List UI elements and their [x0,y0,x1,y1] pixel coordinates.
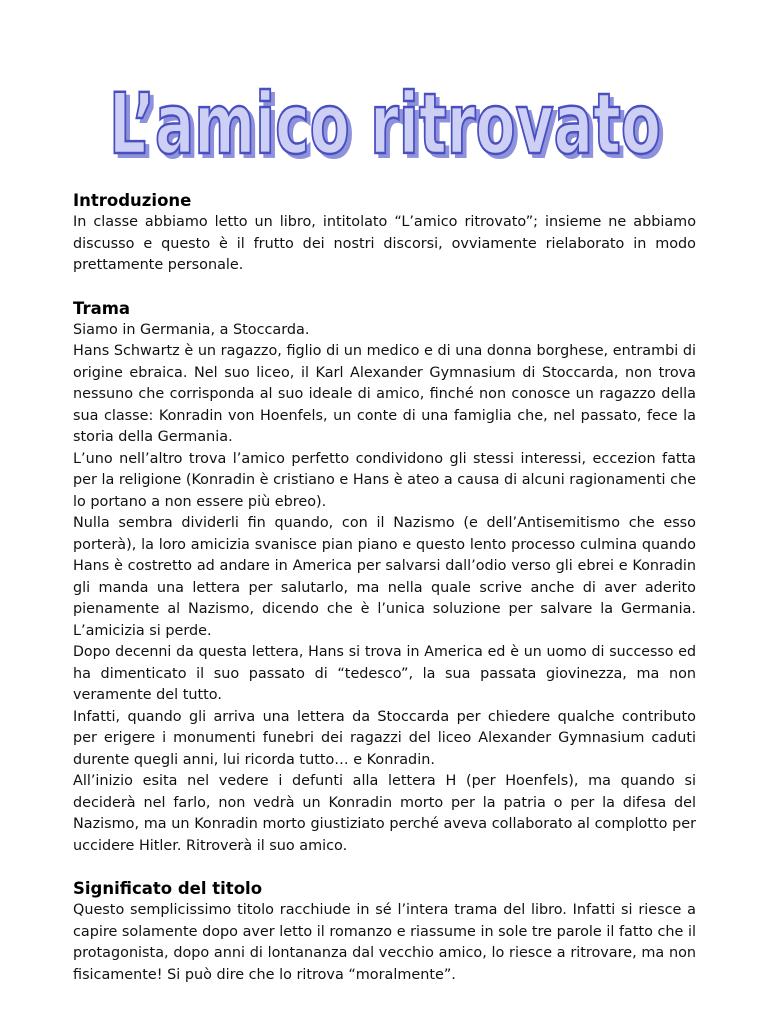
text-line: L’uno nell’altro trova l’amico perfetto condividono gli stessi interessi, eccezion fatta [73,450,696,467]
paragraph [73,513,696,642]
text-line: Dopo decenni da questa lettera, Hans si trova in America ed è un uomo di successo ed [73,644,696,660]
text-line: Hans è costretto ad andare in America per salvarsi dall’odio verso gli ebrei e Konradin [73,558,696,574]
text-line: lo portano a non essere più ebreo). [73,493,327,510]
paragraph [73,449,696,514]
text-line: capire solamente dopo aver letto il romanzo e riassume in sole tre parole il fatto che il [73,923,696,940]
text-line: Siamo in Germania, a Stoccarda. [73,321,310,338]
paragraph [73,212,696,277]
text-line: durente quegli anni, lui ricorda tutto… e Konradin. [73,751,435,768]
text-line: storia della Germania. [73,429,233,445]
text-line: sua classe: Konradin von Hoenfels, un conte di una famiglia che, nel passato, fece la [73,407,696,424]
section-trama [73,298,696,858]
text-line: uccidere Hitler. Ritroverà il suo amico. [73,837,348,854]
text-line: deciderà nel farlo, non vedrà un Konradin morto per la patria o per la difesa del [73,794,696,811]
text-line: Infatti, quando gli arriva una lettera da Stoccarda per chiedere qualche contributo [73,708,696,725]
text-line: discusso e questo è il frutto dei nostri discorsi, ovviamente rielaborato in modo [73,235,696,252]
text-line: fisicamente! Si può dire che lo ritrova “moralmente”. [73,966,456,983]
text-line: L’amicizia si perde. [73,622,212,639]
section-heading: Trama [73,298,131,318]
section-introduzione [73,190,696,277]
title-shadow: L’amico ritrovato [113,79,665,174]
section-significato-del-titolo [73,878,696,986]
paragraph [73,642,696,707]
text-line: ha dimenticato il suo passato di “tedesco”, la sua passata giovinezza, ma non [73,665,696,682]
text-line: gli manda una lettera per salutarlo, ma nella quale scrive anche di aver aderito [73,579,696,596]
text-line: Nazismo, ma un Konradin morto giustiziato perché aveva collaborato al complotto per [73,816,696,832]
text-line: veramente del tutto. [73,687,222,703]
text-line: All’inizio esita nel vedere i defunti alla lettera H (per Hoenfels), ma quando si [73,773,696,789]
text-line: pienamente al Nazismo, dicendo che è l’unica soluzione per salvare la Germania. [73,601,696,617]
text-line: Hans Schwartz è un ragazzo, figlio di un medico e di una donna borghese, entrambi di [73,343,696,359]
text-line: per la religione (Konradin è cristiano e Hans è ateo a causa di alcuni ragionamenti che [73,472,696,488]
paragraph [73,341,696,449]
wordart-title-container [0,78,768,174]
paragraph [73,900,696,986]
wordart-title [0,78,768,174]
text-line: origine ebraica. Nel suo liceo, il Karl Alexander Gymnasium di Stoccarda, non trova [73,364,696,381]
text-line: porterà), la loro amicizia svanisce pian piano e questo lento processo culmina quando [73,536,696,553]
paragraph [73,771,696,857]
page-title: L’amico ritrovato [109,78,661,173]
text-line: Questo semplicissimo titolo racchiude in sé l’intera trama del libro. Infatti si riesce a [73,902,696,918]
section-heading: Introduzione [73,191,192,210]
text-line: protagonista, dopo anni di lontananza dal vecchio amico, lo riesce a ritrovare, ma non [73,945,696,961]
text-line: nessuno che corrisponda al suo ideale di amico, finché non conosce un ragazzo della [73,386,696,402]
paragraph [73,707,696,772]
text-line: per erigere i monumenti funebri dei ragazzi del liceo Alexander Gymnasium caduti [73,730,696,746]
text-line: In classe abbiamo letto un libro, intitolato “L’amico ritrovato”; insieme ne abbiamo [73,214,696,230]
paragraph [73,320,696,342]
document-body [73,190,696,1007]
text-line: prettamente personale. [73,257,244,273]
section-heading: Significato del titolo [73,879,263,898]
text-line: Nulla sembra dividerli fin quando, con il Nazismo (e dell’Antisemitismo che esso [73,515,696,531]
